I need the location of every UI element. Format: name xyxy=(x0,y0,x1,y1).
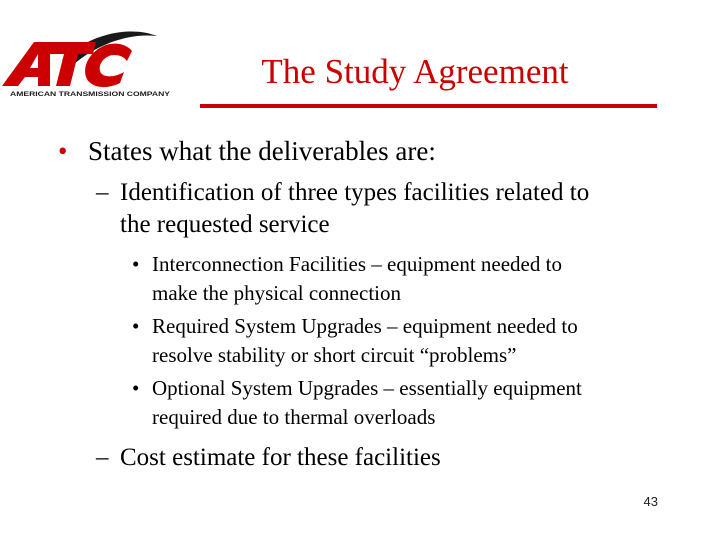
subbullet-text-line: Required System Upgrades – equipment needed to xyxy=(152,314,578,338)
subbullet-text-line: make the physical connection xyxy=(152,281,401,305)
logo-subtext: AMERICAN TRANSMISSION COMPANY xyxy=(10,91,172,98)
subbullet-marker: • xyxy=(132,314,140,338)
page-number: 43 xyxy=(643,494,658,509)
subbullet-text-line: Interconnection Facilities – equipment needed to xyxy=(152,252,562,276)
dash-text-line: the requested service xyxy=(120,211,330,238)
bullet-text: States what the deliverables are: xyxy=(88,136,436,166)
dash-marker: – xyxy=(96,179,109,206)
title-underline xyxy=(200,104,657,108)
dash-text-line: Identification of three types facilities related to xyxy=(120,179,590,206)
subbullet-text-line: required due to thermal overloads xyxy=(152,405,436,429)
dash-marker: – xyxy=(96,444,109,471)
subbullet-marker: • xyxy=(132,376,140,400)
subbullet-text-line: resolve stability or short circuit “problems” xyxy=(152,343,517,367)
bullet-marker: • xyxy=(58,136,68,166)
logo-letter-a xyxy=(2,42,50,86)
subbullet-marker: • xyxy=(132,252,140,276)
slide-title: The Study Agreement xyxy=(261,52,569,91)
atc-logo-icon xyxy=(0,30,180,105)
subbullet-text-line: Optional System Upgrades – essentially equipment xyxy=(152,376,582,400)
dash-text-line: Cost estimate for these facilities xyxy=(120,444,441,471)
